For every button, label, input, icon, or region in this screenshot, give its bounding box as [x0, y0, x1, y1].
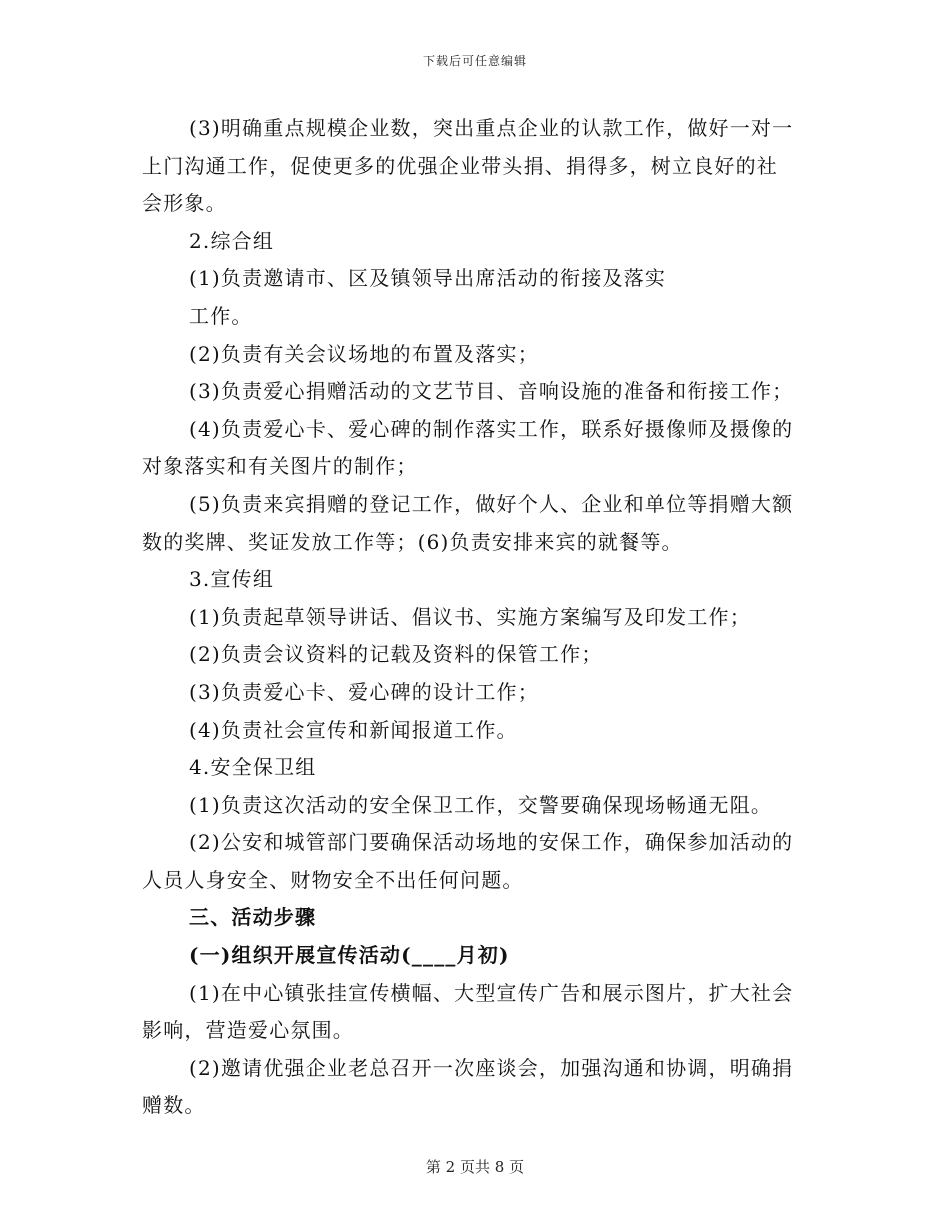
text-line: (2)邀请优强企业老总召开一次座谈会，加强沟通和协调，明确捐 [189, 1055, 794, 1080]
text-line: (1)负责邀请市、区及镇领导出席活动的衔接及落实 [189, 266, 667, 291]
text-line: 会形象。 [142, 191, 227, 216]
text-line: (1)负责这次活动的安全保卫工作，交警要确保现场畅通无阻。 [189, 792, 773, 817]
section-heading: 三、活动步骤 [189, 905, 317, 930]
text-line: (3)负责爱心捐赠活动的文艺节目、音响设施的准备和衔接工作； [189, 379, 794, 404]
text-line: (4)负责爱心卡、爱心碑的制作落实工作，联系好摄像师及摄像的 [189, 416, 794, 441]
text-line: (1)在中心镇张挂宣传横幅、大型宣传广告和展示图片，扩大社会 [189, 980, 794, 1005]
page-header: 下载后可任意编辑 [422, 54, 527, 68]
text-line: 2.综合组 [189, 228, 275, 253]
text-line: 上门沟通工作，促使更多的优强企业带头捐、捐得多，树立良好的社 [142, 153, 778, 178]
text-line: 4.安全保卫组 [189, 755, 317, 780]
text-line: 数的奖牌、奖证发放工作等；(6)负责安排来宾的就餐等。 [142, 529, 683, 554]
text-line: (3)明确重点规模企业数，突出重点企业的认款工作，做好一对一 [189, 116, 794, 140]
text-line: (1)负责起草领导讲话、倡议书、实施方案编写及印发工作； [189, 604, 751, 629]
document-body [142, 110, 812, 1125]
text-line: 人员人身安全、财物安全不出任何问题。 [142, 867, 524, 892]
text-line: 3.宣传组 [189, 567, 275, 592]
text-line: (5)负责来宾捐赠的登记工作，做好个人、企业和单位等捐赠大额 [189, 491, 794, 516]
text-line: 影响，营造爱心氛围。 [142, 1018, 354, 1043]
page-number: 第 2 页共 8 页 [425, 1158, 525, 1176]
text-line: 赠数。 [142, 1093, 206, 1118]
text-line: (4)负责社会宣传和新闻报道工作。 [189, 717, 518, 742]
text-line: (2)公安和城管部门要确保活动场地的安保工作，确保参加活动的 [189, 830, 794, 855]
section-heading: (一)组织开展宣传活动(____月初) [189, 943, 510, 968]
text-line: (2)负责有关会议场地的布置及落实； [189, 341, 539, 366]
text-line: (2)负责会议资料的记载及资料的保管工作； [189, 642, 603, 667]
text-line: 工作。 [189, 303, 253, 328]
text-line: (3)负责爱心卡、爱心碑的设计工作； [189, 679, 539, 704]
text-line: 对象落实和有关图片的制作； [142, 454, 418, 479]
